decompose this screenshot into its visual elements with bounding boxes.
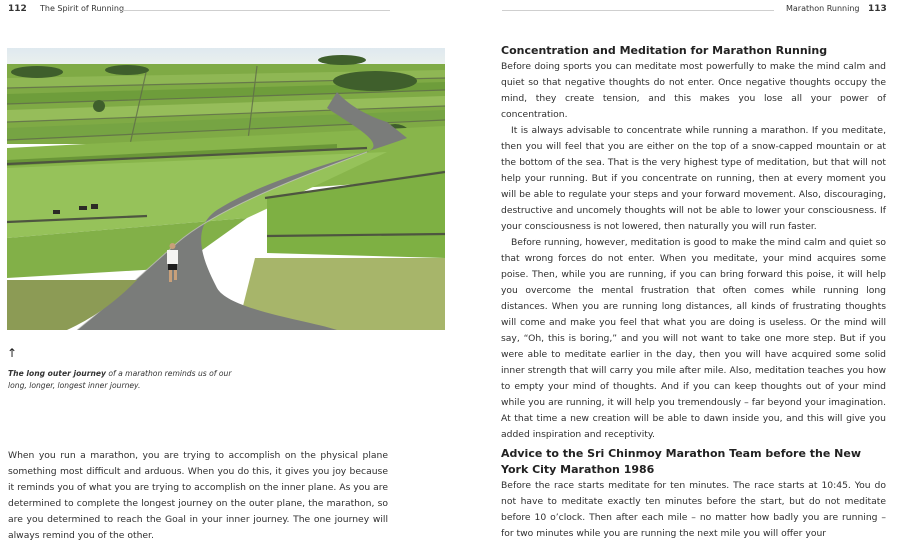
header-rule-left	[122, 10, 390, 11]
page-number-left: 112	[8, 4, 27, 14]
page-number-right: 113	[868, 4, 887, 14]
header-rule-right	[502, 10, 774, 11]
road-landscape-photo	[7, 48, 445, 330]
running-title-right: Marathon Running	[786, 4, 860, 13]
caption-bold: The long outer journey	[8, 369, 106, 378]
running-title-left: The Spirit of Running	[40, 4, 125, 13]
paragraph: Before running, however, meditation is good to make the mind calm and quiet so that wrong forces do not enter. When you meditate, your mind acquires some poise. Then, while you are running, if you can bring forward this poise, it will help you overcome the mental frustration that often comes while running long distances. When you are running long distances, all kinds of frustrating thoughts will come and make you feel that what you are doing is useless. Or the mind will say, “Oh, this is boring,” and you will not want to take one more step. But if you were able to meditate earlier in the day, then you will have acquired some solid inner strength that will carry you mile after mile. Also, meditation teaches you how to empty your mind of thoughts. And if you can keep thoughts out of your mind while you are running, it will help you tremendously – far beyond your imagination. At that time a new creation will be able to dawn inside you, and this will give you added inspiration and receptivity.	[501, 237, 886, 440]
paragraph: It is always advisable to concentrate while running a marathon. If you meditate, then you will feel that you are either on the top of a snow-capped mountain or at the bottom of the sea. That is the very highest type of meditation, but that will not help your running. But if you concentrate on running, then at every moment you will be able to regulate your steps and your forward movement. Also, discouraging, destructive and uncomely thoughts will not be able to lower your consciousness. If your consciousness is not lowered, then naturally you will run faster.	[501, 125, 886, 232]
section-advice	[501, 446, 886, 542]
left-paragraph: When you run a marathon, you are trying to accomplish on the physical plane something most difficult and arduous. When you do this, it gives you joy because it reminds you of what you are trying to accomplish on the inner plane. As you are determined to complete the longest journey on the outer plane, the marathon, so are you determined to reach the Goal in your inner journey. The one journey will always remind you of the other.	[8, 450, 388, 541]
arrow-up-icon: ↑	[7, 346, 18, 360]
section-concentration	[501, 43, 886, 443]
left-body-text	[8, 448, 388, 544]
paragraph: Before doing sports you can meditate most powerfully to make the mind calm and quiet so that negative thoughts do not enter. Once negative thoughts occupy the mind, they create tension, and this makes you lose all your power of concentration.	[501, 61, 886, 120]
right-page	[450, 0, 900, 544]
section-heading: Concentration and Meditation for Marathon Running	[501, 44, 828, 57]
section-heading: Advice to the Sri Chinmoy Marathon Team before the New York City Marathon 1986	[501, 447, 861, 476]
caption-rest: of a marathon reminds us of our long, longer, longest inner journey.	[8, 369, 232, 390]
photo-caption	[8, 368, 240, 392]
paragraph: Before the race starts meditate for ten minutes. The race starts at 10:45. You do not have to meditate exactly ten minutes before the start, but do not meditate before 10 o’clock. Then after each mile – no matter how badly you are running – for two minutes while you are running the next mile you will offer your	[501, 480, 886, 539]
